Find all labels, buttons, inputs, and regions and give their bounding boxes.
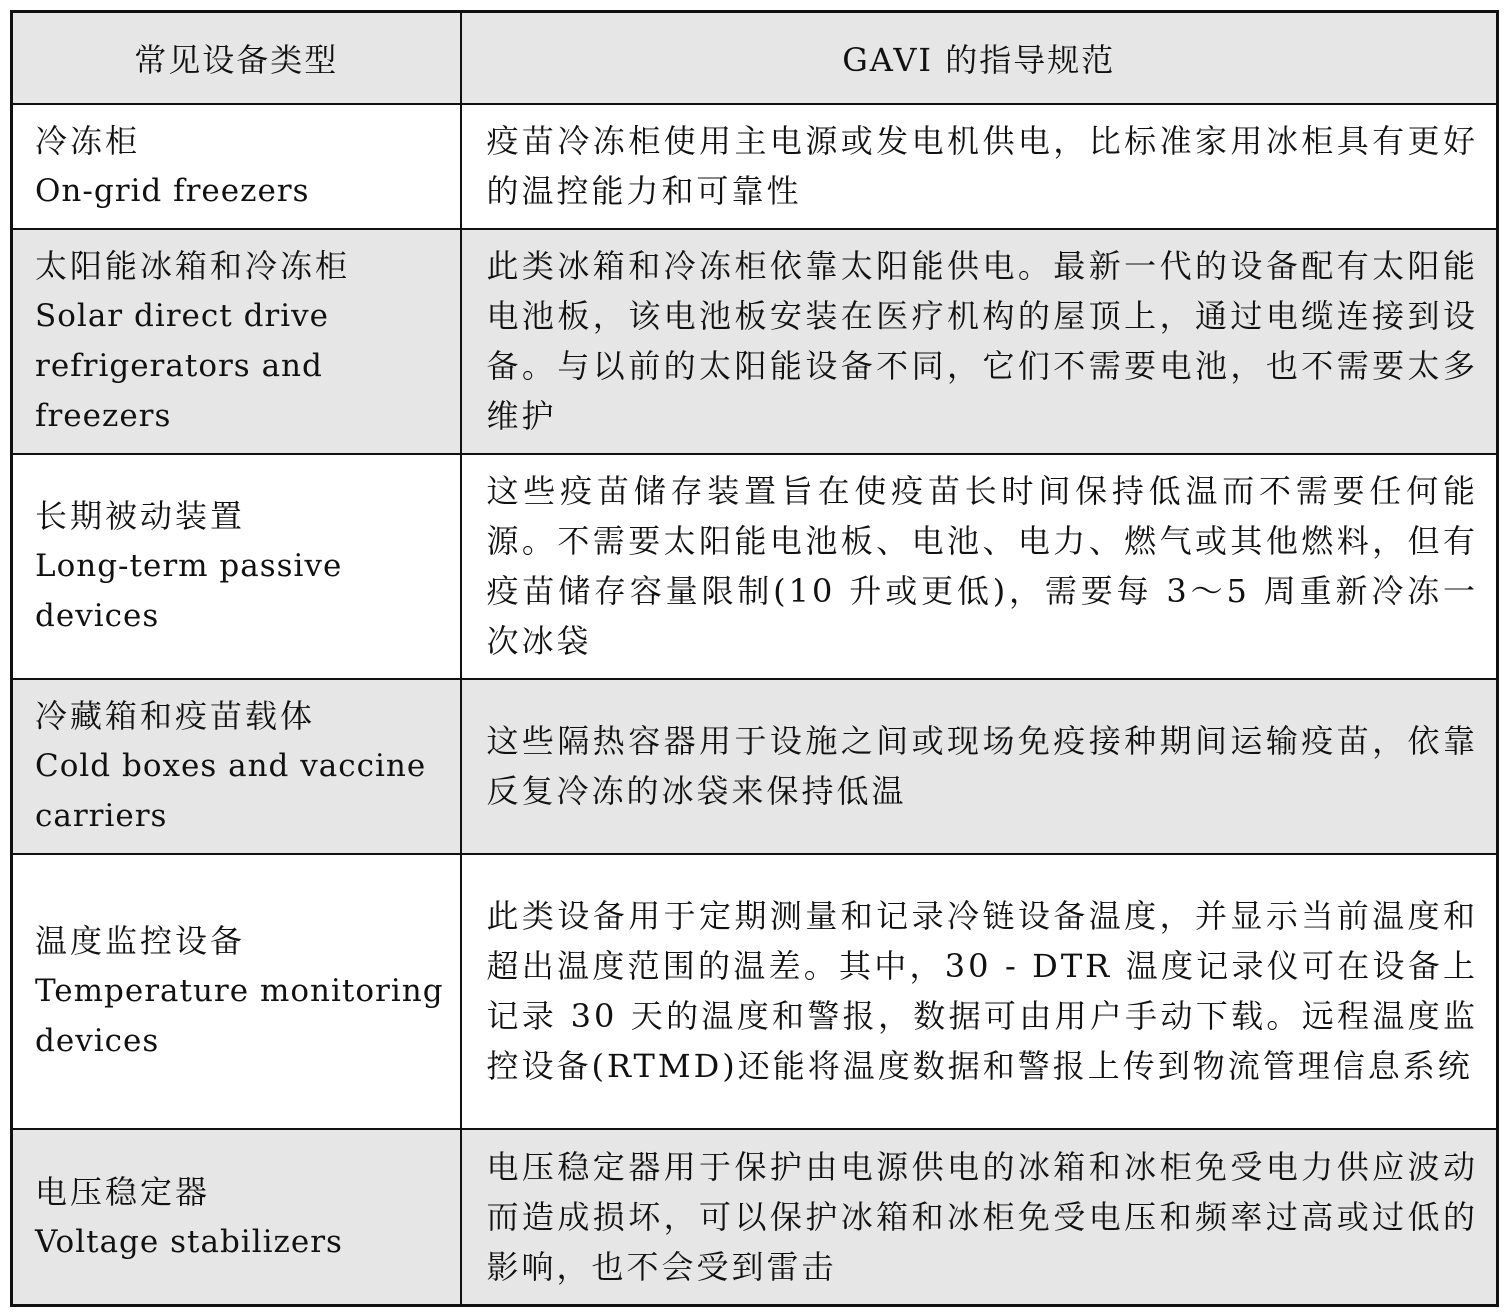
equipment-type-cell bbox=[12, 679, 461, 854]
equipment-type-cell bbox=[12, 454, 461, 679]
table-row bbox=[12, 679, 1498, 854]
guidance-text: 电压稳定器用于保护由电源供电的冰箱和冰柜免受电力供应波动而造成损坏，可以保护冰箱和冰柜免受电压和频率过高或过低的影响，也不会受到雷击 bbox=[461, 1129, 1498, 1306]
guidance-text: 疫苗冷冻柜使用主电源或发电机供电，比标准家用冰柜具有更好的温控能力和可靠性 bbox=[461, 104, 1498, 229]
equipment-type-cell bbox=[12, 1129, 461, 1306]
header-equipment-type: 常见设备类型 bbox=[12, 12, 461, 104]
equipment-type-cell bbox=[12, 854, 461, 1129]
header-row bbox=[12, 12, 1498, 104]
equipment-type-cell bbox=[12, 229, 461, 454]
table-row bbox=[12, 104, 1498, 229]
table-row bbox=[12, 854, 1498, 1129]
equipment-type-en: On-grid freezers bbox=[35, 173, 310, 209]
equipment-type-zh: 太阳能冰箱和冷冻柜 bbox=[35, 247, 351, 285]
equipment-type-zh: 电压稳定器 bbox=[35, 1172, 211, 1211]
table-row bbox=[12, 229, 1498, 454]
equipment-type-zh: 冷冻柜 bbox=[35, 122, 141, 160]
equipment-type-cell bbox=[12, 104, 461, 229]
table-row bbox=[12, 454, 1498, 679]
equipment-type-en: Temperature monitoring devices bbox=[35, 973, 444, 1059]
equipment-type-en: Cold boxes and vaccine carriers bbox=[35, 748, 427, 834]
equipment-type-zh: 温度监控设备 bbox=[35, 922, 246, 960]
header-gavi-guidance: GAVI 的指导规范 bbox=[461, 12, 1498, 104]
table-row bbox=[12, 1129, 1498, 1306]
guidance-text: 此类冰箱和冷冻柜依靠太阳能供电。最新一代的设备配有太阳能电池板，该电池板安装在医疗机构的屋顶上，通过电缆连接到设备。与以前的太阳能设备不同，它们不需要电池，也不需要太多维护 bbox=[461, 229, 1498, 454]
equipment-type-zh: 长期被动装置 bbox=[35, 497, 246, 535]
equipment-type-zh: 冷藏箱和疫苗载体 bbox=[35, 697, 316, 735]
guidance-text: 这些隔热容器用于设施之间或现场免疫接种期间运输疫苗，依靠反复冷冻的冰袋来保持低温 bbox=[461, 679, 1498, 854]
equipment-guidance-table bbox=[10, 10, 1499, 1307]
equipment-type-en: Voltage stabilizers bbox=[35, 1223, 343, 1260]
guidance-text: 此类设备用于定期测量和记录冷链设备温度，并显示当前温度和超出温度范围的温差。其中，30 - DTR 温度记录仪可在设备上记录 30 天的温度和警报，数据可由用户手动下载。远程温度监控设备(RTMD)还能将温度数据和警报上传到物流管理信息系统 bbox=[461, 854, 1498, 1129]
equipment-type-en: Solar direct drive refrigerators and freezers bbox=[35, 298, 330, 434]
guidance-text: 这些疫苗储存装置旨在使疫苗长时间保持低温而不需要任何能源。不需要太阳能电池板、电池、电力、燃气或其他燃料，但有疫苗储存容量限制(10 升或更低)，需要每 3～5 周重新冷冻一次冰袋 bbox=[461, 454, 1498, 679]
equipment-type-en: Long-term passive devices bbox=[35, 548, 343, 634]
